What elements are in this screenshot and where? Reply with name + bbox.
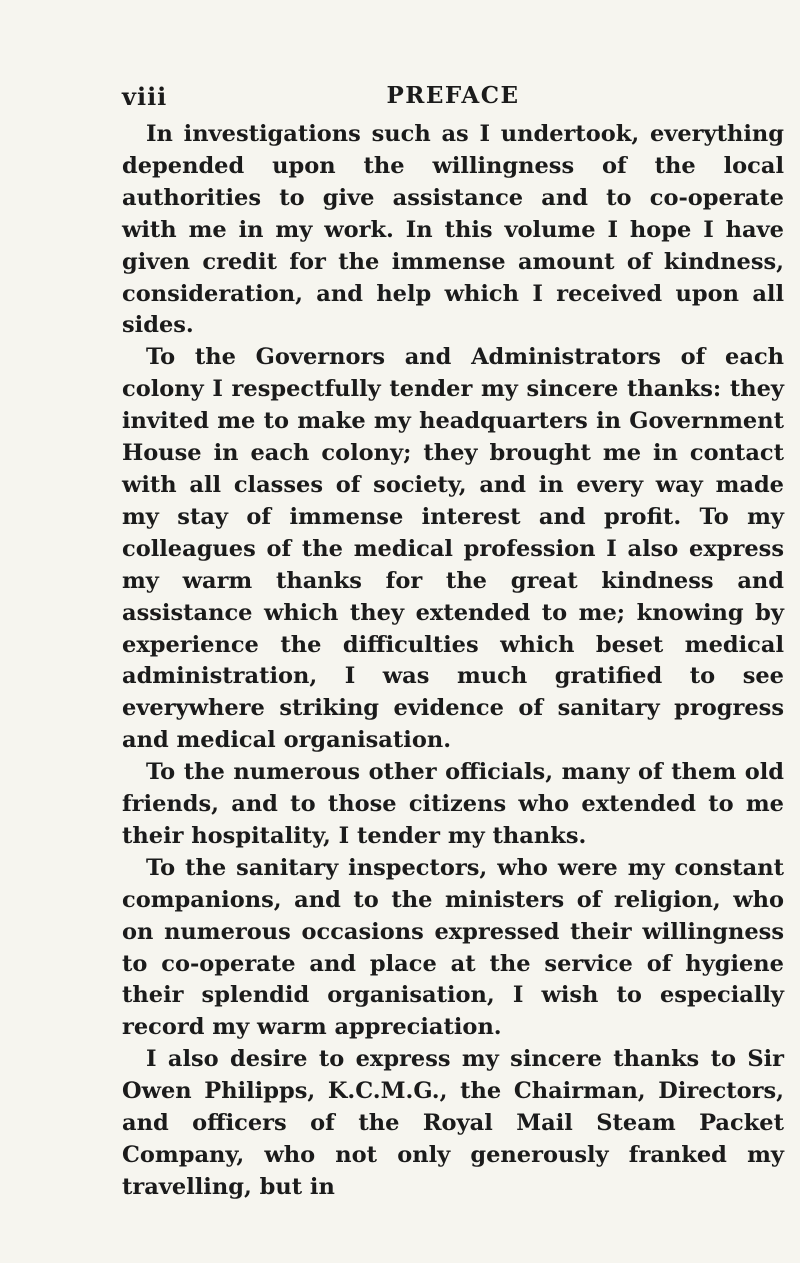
body-text	[122, 119, 784, 1204]
paragraph-investigations: In investigations such as I undertook, everything depended upon the willingness of the local authorities to give assistance and to co-operate with me in my work. In this volume I hope I have given credit for the immense amount of kindness, consideration, and help which I received upon all sides.	[122, 121, 784, 339]
paragraph-sanitary-inspectors: To the sanitary inspectors, who were my constant companions, and to the ministers of religion, who on numerous occasions expressed their willingness to co-operate and place at the service of hygiene their splendid organisation, I wish to especially record my warm appreciation.	[122, 854, 784, 1041]
paragraph-governors: To the Governors and Administrators of each colony I respectfully tender my sincere thanks: they invited me to make my headquarters in Government House in each colony; they brought me in contact with all classes of society, and in every way made my stay of immense interest and profit. To my colleagues of the medical profession I also express my warm thanks for the great kindness and assistance which they extended to me; knowing by experience the difficulties which beset medical administration, I was much gratified to see everywhere striking evidence of sanitary progress and medical organisation.	[122, 344, 784, 754]
paragraph-officials: To the numerous other officials, many of them old friends, and to those citizens who extended to me their hospitality, I tender my thanks.	[122, 759, 784, 849]
running-title: PREFACE	[386, 82, 520, 109]
page-number: viii	[122, 82, 168, 111]
running-head	[122, 82, 784, 114]
paragraph-royal-mail: I also desire to express my sincere thanks to Sir Owen Philipps, K.C.M.G., the Chairman, Directors, and officers of the Royal Mail Steam Packet Company, who not only generously franked my travelling, but in	[122, 1046, 784, 1200]
